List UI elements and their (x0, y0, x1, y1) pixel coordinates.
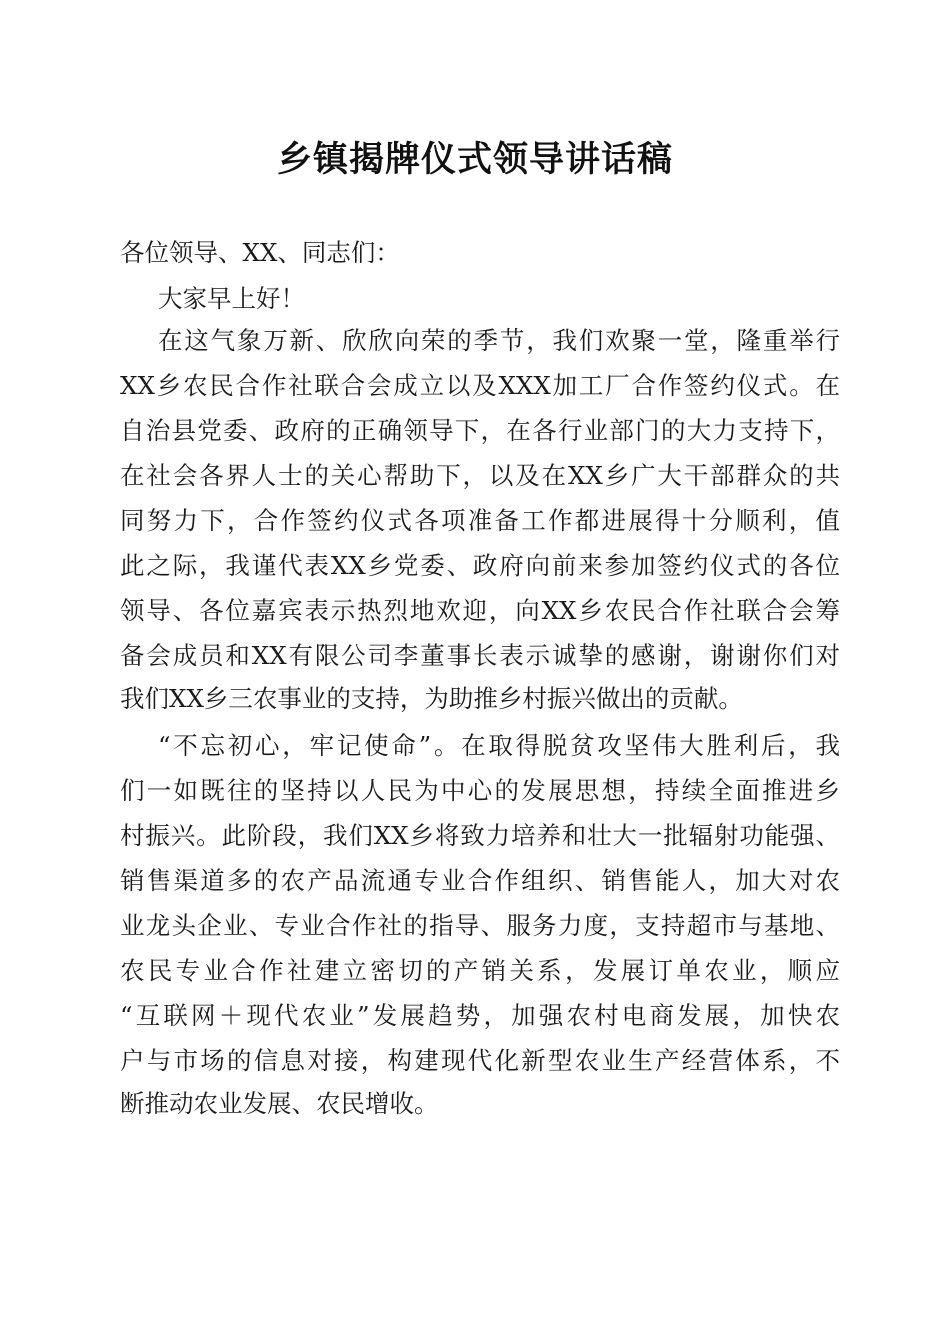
paragraph-1-line: 同努力下，合作签约仪式各项准备工作都进展得十分顺利，值 (120, 506, 840, 535)
paragraph-2-line: 业龙头企业、专业合作社的指导、服务力度，支持超市与基地、 (120, 911, 840, 940)
paragraph-1-line: 此之际，我谨代表XX乡党委、政府向前来参加签约仪式的各位 (120, 551, 840, 580)
paragraph-2-line: “互联网＋现代农业”发展趋势，加强农村电商发展，加快农 (120, 1001, 840, 1030)
paragraph-2-line: 们一如既往的坚持以人民为中心的发展思想，持续全面推进乡 (120, 776, 840, 805)
paragraph-2-line: 农民专业合作社建立密切的产销关系，发展订单农业，顺应 (120, 956, 840, 985)
paragraph-2-line: 销售渠道多的农产品流通专业合作组织、销售能人，加大对农 (120, 866, 840, 895)
paragraph-1-line: 自治县党委、政府的正确领导下，在各行业部门的大力支持下， (120, 416, 840, 445)
document-title: 乡镇揭牌仪式领导讲话稿 (276, 139, 673, 180)
greeting: 大家早上好！ (158, 284, 305, 313)
paragraph-1-line: 领导、各位嘉宾表示热烈地欢迎，向XX乡农民合作社联合会筹 (120, 596, 840, 625)
paragraph-1-line: 在社会各界人士的关心帮助下，以及在XX乡广大干部群众的共 (120, 461, 840, 490)
paragraph-1-line: 我们XX乡三农事业的支持，为助推乡村振兴做出的贡献。 (120, 684, 743, 713)
paragraph-2-line: “不忘初心，牢记使命”。在取得脱贫攻坚伟大胜利后，我 (158, 731, 840, 760)
paragraph-1-line: 在这气象万新、欣欣向荣的季节，我们欢聚一堂，隆重举行 (158, 326, 840, 355)
paragraph-1-line: XX乡农民合作社联合会成立以及XXX加工厂合作签约仪式。在 (120, 371, 840, 400)
paragraph-2-line: 村振兴。此阶段，我们XX乡将致力培养和壮大一批辐射功能强、 (120, 821, 840, 850)
paragraph-2-line: 断推动农业发展、农民增收。 (120, 1089, 439, 1118)
salutation: 各位领导、XX、同志们： (120, 238, 400, 267)
paragraph-2-line: 户与市场的信息对接，构建现代化新型农业生产经营体系，不 (120, 1046, 840, 1075)
paragraph-1-line: 备会成员和XX有限公司李董事长表示诚挚的感谢，谢谢你们对 (120, 641, 840, 670)
